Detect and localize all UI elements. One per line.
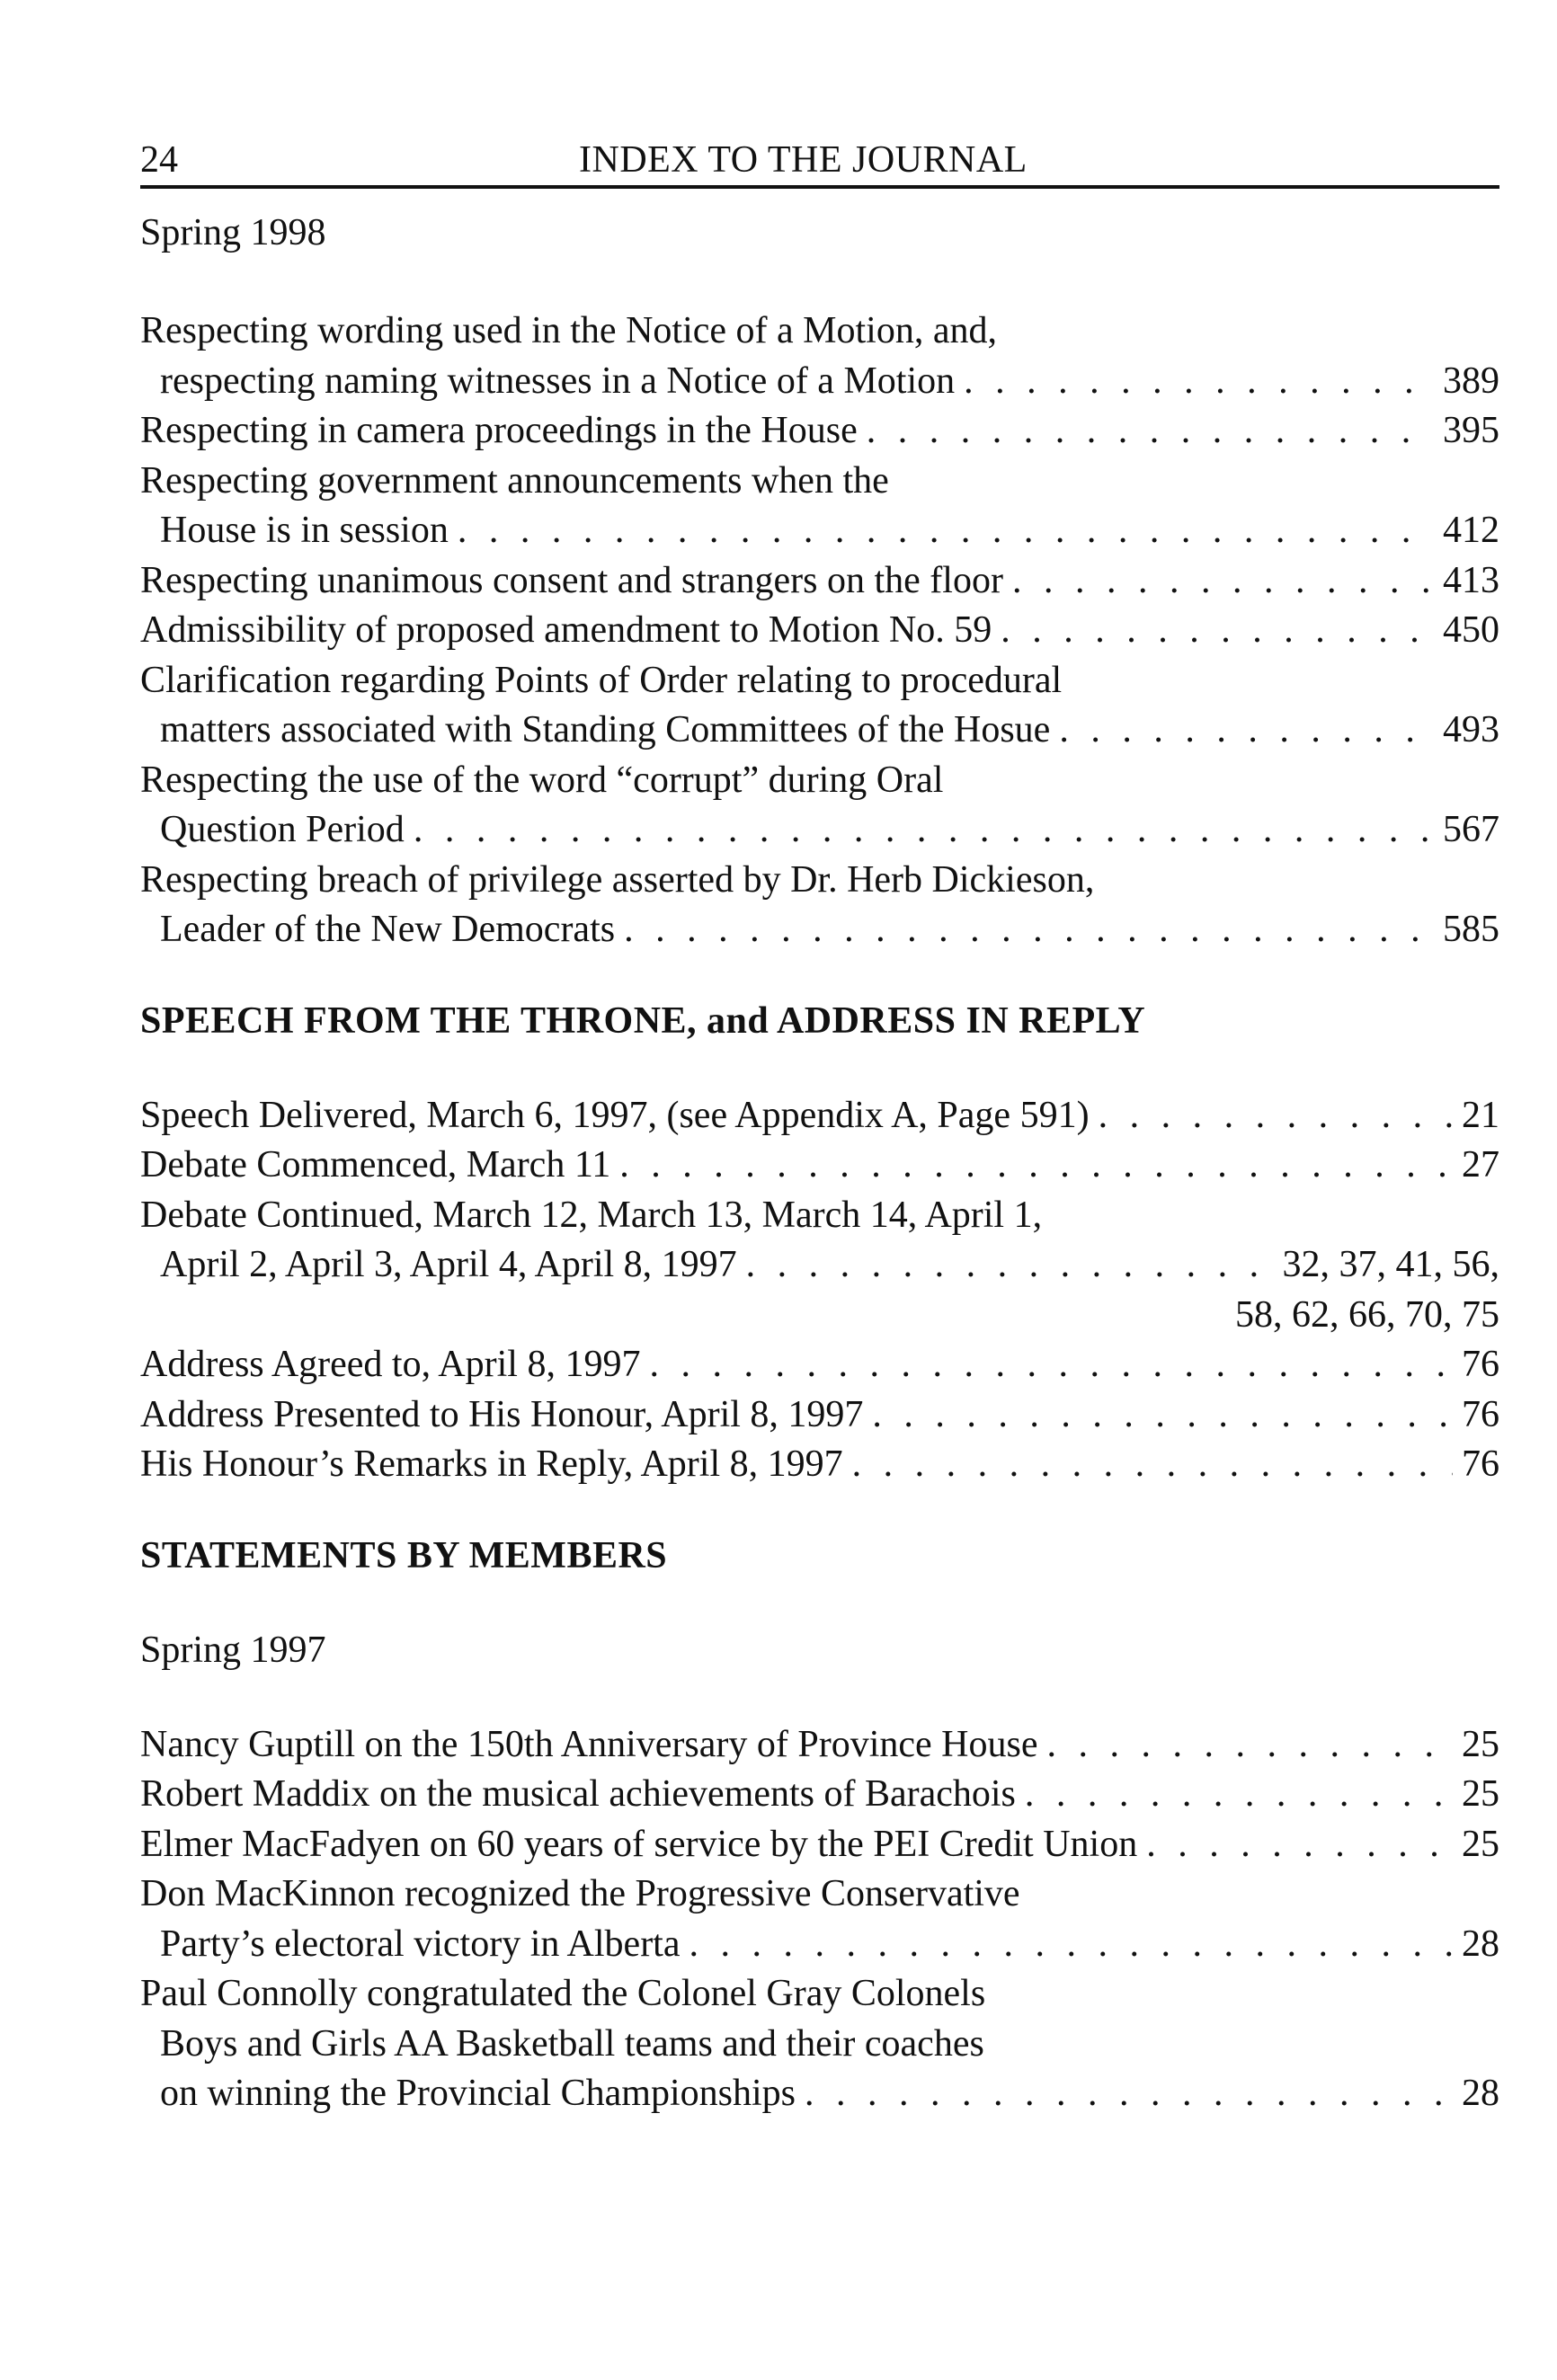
index-entry	[140, 756, 1499, 856]
page-reference-continued: 58, 62, 66, 70, 75	[1235, 1293, 1499, 1336]
throne-section-heading: SPEECH FROM THE THRONE, and ADDRESS IN REPLY	[140, 999, 1146, 1042]
dot-leader	[805, 2069, 1453, 2119]
entry-text: Debate Continued, March 12, March 13, March 14, April 1,	[140, 1194, 1043, 1236]
dot-leader	[867, 406, 1434, 457]
page-header	[140, 126, 1499, 189]
entry-text: Question Period	[160, 809, 405, 850]
entry-line-with-page	[140, 1340, 1499, 1390]
entry-text: Party’s electoral victory in Alberta	[160, 1923, 681, 1965]
dot-leader	[619, 1141, 1453, 1191]
page-reference: 412	[1443, 510, 1499, 551]
dot-leader	[1012, 556, 1434, 607]
entry-line-with-page	[140, 805, 1499, 856]
dot-leader	[689, 1920, 1453, 1970]
dot-leader	[746, 1240, 1274, 1291]
dot-leader	[624, 905, 1434, 955]
entry-line-with-page	[140, 1091, 1499, 1141]
entry-line-with-page	[140, 1440, 1499, 1490]
page-reference: 28	[1462, 2073, 1499, 2114]
entry-text: Respecting in camera proceedings in the House	[140, 410, 858, 451]
entry-line-with-page	[140, 905, 1499, 955]
index-entry	[140, 1820, 1499, 1870]
page-reference: 27	[1462, 1144, 1499, 1186]
dot-leader	[1099, 1091, 1453, 1141]
entry-text: Paul Connolly congratulated the Colonel Gray Colonels	[140, 1973, 986, 2014]
entry-text: Address Presented to His Honour, April 8, 1997	[140, 1393, 864, 1435]
entry-line-with-page	[140, 506, 1499, 556]
entry-text: Respecting breach of privilege asserted by Dr. Herb Dickieson,	[140, 858, 1095, 901]
entry-line-with-page	[140, 1390, 1499, 1441]
entry-line-with-page	[140, 1240, 1499, 1291]
entry-line-with-page	[140, 1920, 1499, 1970]
entry-text: Robert Maddix on the musical achievements of Barachois	[140, 1773, 1016, 1815]
entry-text: Clarification regarding Points of Order relating to procedural	[140, 659, 1063, 701]
index-entry	[140, 406, 1499, 457]
index-entry	[140, 1869, 1499, 1969]
index-entry	[140, 1390, 1499, 1441]
entry-line-with-page	[140, 706, 1499, 756]
entry-text: Elmer MacFadyen on 60 years of service by the PEI Credit Union	[140, 1823, 1138, 1865]
index-entry	[140, 606, 1499, 656]
index-entry	[140, 1340, 1499, 1390]
page-reference: 28	[1462, 1923, 1499, 1965]
entry-line-with-page	[140, 2069, 1499, 2119]
entry-text: Nancy Guptill on the 150th Anniversary of Province House	[140, 1723, 1038, 1765]
index-entry	[140, 306, 1499, 406]
page-reference: 76	[1462, 1344, 1499, 1385]
entry-text: Respecting wording used in the Notice of a Motion, and,	[140, 310, 997, 351]
throne-entry-list	[140, 1091, 1499, 1490]
page-reference: 395	[1443, 410, 1499, 451]
index-page	[140, 126, 1499, 2119]
running-title: INDEX TO THE JOURNAL	[579, 139, 1028, 181]
index-entry	[140, 457, 1499, 556]
dot-leader	[1001, 606, 1434, 656]
entry-text: House is in session	[160, 510, 449, 551]
entry-text: Address Agreed to, April 8, 1997	[140, 1344, 641, 1385]
page-reference: 32, 37, 41, 56,	[1282, 1244, 1499, 1285]
entry-text: on winning the Provincial Championships	[160, 2073, 796, 2114]
entry-text: Leader of the New Democrats	[160, 909, 616, 950]
rulings-entry-list	[140, 306, 1499, 955]
index-entry	[140, 556, 1499, 607]
entry-line-with-page	[140, 357, 1499, 407]
index-entry	[140, 1770, 1499, 1820]
entry-text: April 2, April 3, April 4, April 8, 1997	[160, 1244, 737, 1285]
page-reference: 21	[1462, 1094, 1499, 1136]
entry-text: His Honour’s Remarks in Reply, April 8, 1997	[140, 1443, 843, 1485]
entry-text: matters associated with Standing Committees of the Hosue	[160, 709, 1051, 750]
entry-text: Speech Delivered, March 6, 1997, (see Appendix A, Page 591)	[140, 1094, 1090, 1136]
entry-text: respecting naming witnesses in a Notice of a Motion	[160, 360, 956, 402]
entry-text: Respecting unanimous consent and strangers on the floor	[140, 559, 1003, 601]
index-entry	[140, 1969, 1499, 2119]
page-reference: 25	[1462, 1723, 1499, 1765]
dot-leader	[964, 357, 1434, 407]
dot-leader	[414, 805, 1434, 856]
page-reference: 389	[1443, 360, 1499, 402]
statements-session-label: Spring 1997	[140, 1629, 326, 1671]
statements-entry-list	[140, 1720, 1499, 2119]
page-reference: 76	[1462, 1393, 1499, 1435]
index-entry	[140, 1091, 1499, 1141]
dot-leader	[1046, 1720, 1453, 1771]
statements-section-heading: STATEMENTS BY MEMBERS	[140, 1534, 668, 1576]
index-entry	[140, 1191, 1499, 1341]
dot-leader	[872, 1390, 1453, 1441]
page-reference: 567	[1443, 809, 1499, 850]
index-entry	[140, 856, 1499, 955]
entry-text: Debate Commenced, March 11	[140, 1144, 611, 1186]
dot-leader	[458, 506, 1434, 556]
entry-line-with-page	[140, 1720, 1499, 1771]
dot-leader	[852, 1440, 1453, 1490]
dot-leader	[649, 1340, 1453, 1390]
entry-line-with-page	[140, 406, 1499, 457]
entry-line-with-page	[140, 556, 1499, 607]
dot-leader	[1059, 706, 1434, 756]
page-reference: 493	[1443, 709, 1499, 750]
entry-text: Admissibility of proposed amendment to Motion No. 59	[140, 609, 992, 651]
entry-text: Don MacKinnon recognized the Progressive Conservative	[140, 1873, 1020, 1914]
page-reference: 413	[1443, 559, 1499, 601]
page-reference: 25	[1462, 1823, 1499, 1865]
entry-text: Respecting government announcements when the	[140, 459, 889, 502]
page-reference: 585	[1443, 909, 1499, 950]
entry-text: Respecting the use of the word “corrupt” during Oral	[140, 759, 944, 801]
entry-line-with-page	[140, 1820, 1499, 1870]
dot-leader	[1146, 1820, 1453, 1870]
entry-line-with-page	[140, 1770, 1499, 1820]
entry-line-with-page	[140, 1141, 1499, 1191]
index-entry	[140, 1141, 1499, 1191]
page-number: 24	[140, 139, 178, 181]
page-reference: 450	[1443, 609, 1499, 651]
index-entry	[140, 1720, 1499, 1771]
rulings-session-label: Spring 1998	[140, 212, 326, 253]
page-reference: 25	[1462, 1773, 1499, 1815]
entry-text: Boys and Girls AA Basketball teams and their coaches	[160, 2022, 984, 2065]
page-reference: 76	[1462, 1443, 1499, 1485]
dot-leader	[1025, 1770, 1453, 1820]
index-entry	[140, 656, 1499, 756]
entry-line-with-page	[140, 606, 1499, 656]
index-entry	[140, 1440, 1499, 1490]
